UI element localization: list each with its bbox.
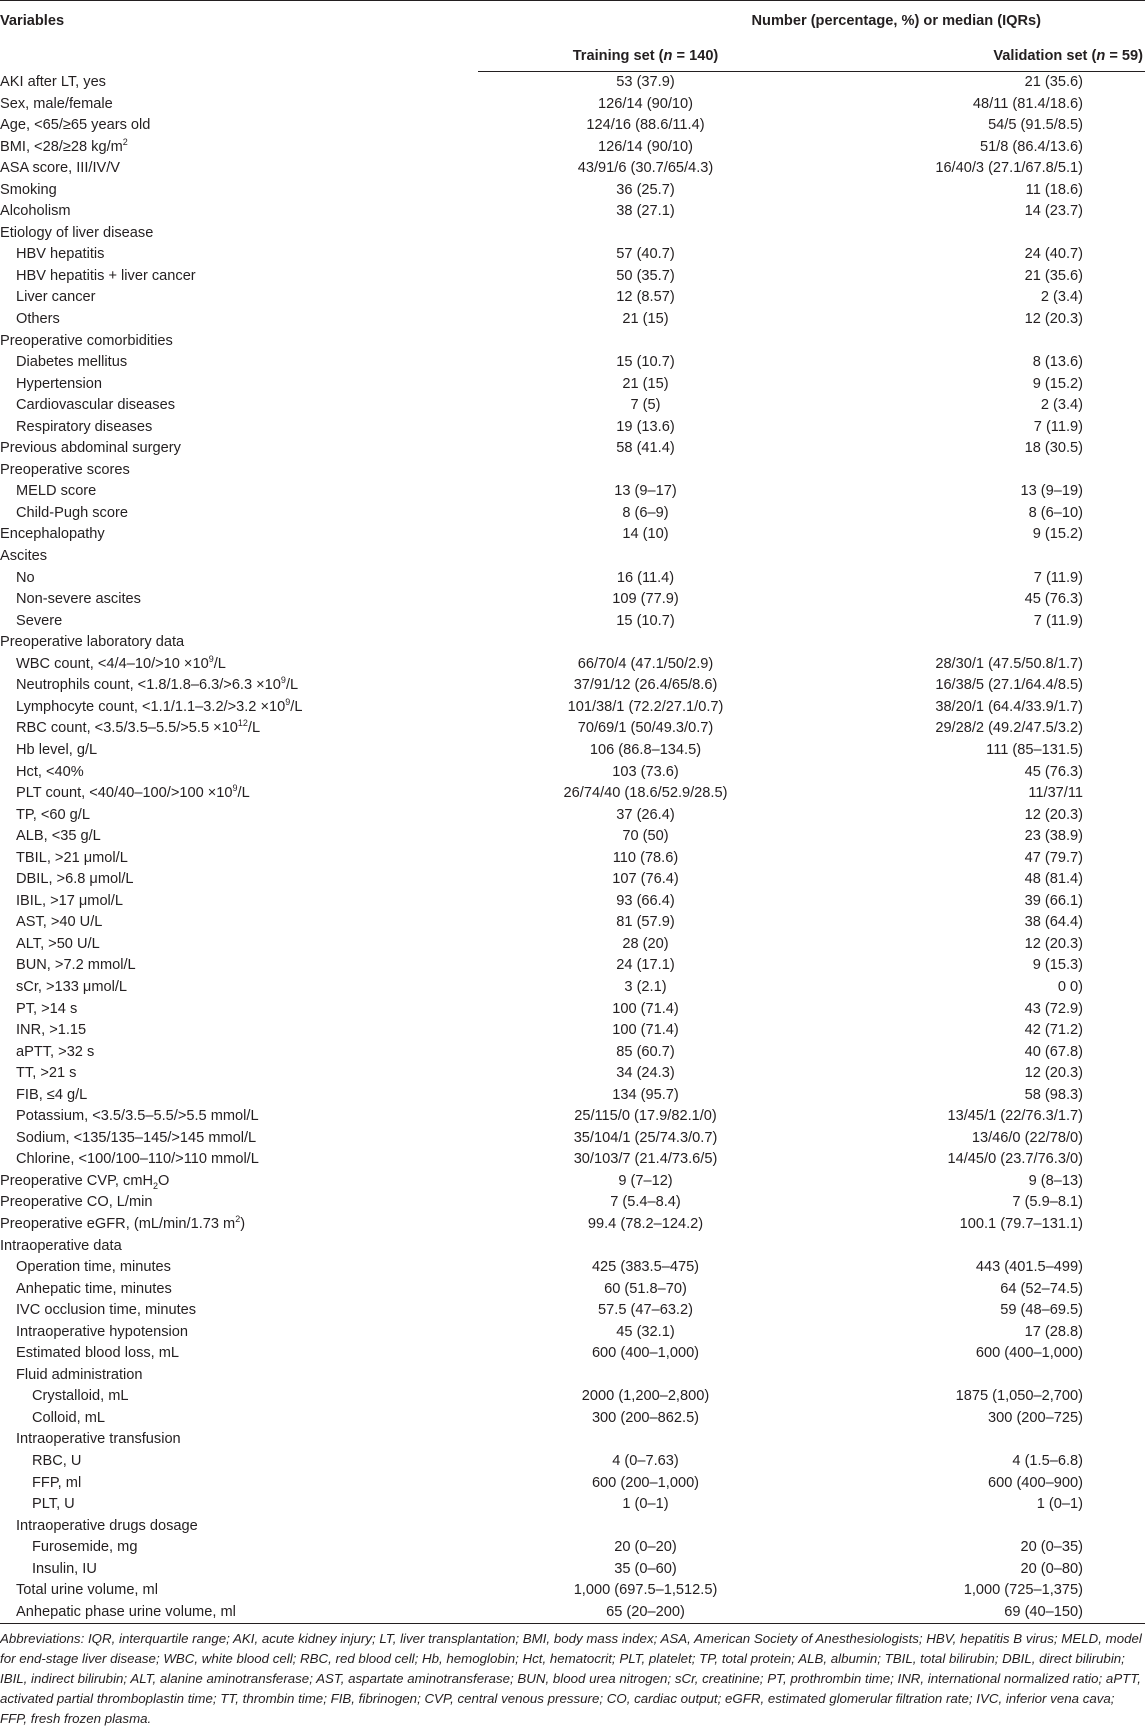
validation-value: 111 (85–131.5): [986, 741, 1083, 758]
training-value: 7 (5): [630, 397, 661, 414]
table-row: [0, 331, 1145, 353]
table-row: [0, 1085, 1145, 1107]
table-row: [0, 740, 1145, 762]
validation-value: 0 0): [1057, 978, 1083, 995]
validation-value: 54/5 (91.5/8.5): [988, 117, 1083, 134]
training-value: 24 (17.1): [616, 957, 675, 974]
table-row: [0, 568, 1145, 590]
training-value: 16 (11.4): [616, 569, 675, 586]
validation-value: 48/11 (81.4/18.6): [972, 95, 1083, 112]
table-row: [0, 158, 1145, 180]
row-label: Fluid administration: [16, 1366, 143, 1383]
training-value: 45 (32.1): [616, 1323, 675, 1340]
table-row: [0, 654, 1145, 676]
training-value: 93 (66.4): [616, 892, 675, 909]
training-value: 126/14 (90/10): [598, 95, 693, 112]
row-label: Cardiovascular diseases: [16, 397, 175, 414]
row-label: FIB, ≤4 g/L: [16, 1086, 88, 1103]
training-value: [478, 1429, 813, 1451]
table-row: [0, 955, 1145, 977]
validation-value: 59 (48–69.5): [1000, 1302, 1083, 1319]
row-label: WBC count, $<4/4-10/>10 \times 10^9/L$: [16, 653, 226, 672]
row-label: Anhepatic time, minutes: [16, 1280, 172, 1297]
validation-value: 13 (9–19): [1020, 483, 1083, 500]
validation-value: 42 (71.2): [1024, 1022, 1083, 1039]
validation-value: 43 (72.9): [1024, 1000, 1083, 1017]
validation-value: 16/40/3 (27.1/67.8/5.1): [935, 160, 1083, 177]
row-label: ALB, <35 g/L: [16, 828, 101, 845]
row-label: MELD score: [16, 483, 97, 500]
training-value: 57 (40.7): [616, 246, 675, 263]
row-label: FFP, ml: [32, 1474, 82, 1491]
table-footnote: Abbreviations: IQR, interquartile range; AKI, acute kidney injury; LT, liver transplantation; BMI, body mass index; ASA, American Society of Anesthesiologists; HBV, hepatitis B virus; MELD, model for end-stage liver disease; WBC, white blood cell; RBC, red blood cell; Hb, hemoglobin; Hct, hematocrit; PLT, platelet; TP, total protein; ALB, albumin; TBIL, total bilirubin; DBIL, direct bilirubin; IBIL, indirect bilirubin; ALT, alanine aminotransferase; AST, aspartate aminotransferase; BUN, blood urea nitrogen; sCr, creatinine; PT, prothrombin time; INR, international normalized ratio; aPTT, activated partial thromboplastin time; TT, thrombin time; FIB, fibrinogen; CVP, central venous pressure; CO, cardiac output; eGFR, estimated glomerular filtration rate; IVC, inferior vena cava; FFP, fresh frozen plasma.: [0, 1631, 1142, 1726]
training-set-header: Training set (n = 140): [478, 41, 813, 72]
table-row: [0, 287, 1145, 309]
table-row: [0, 481, 1145, 503]
row-label: AKI after LT, yes: [0, 73, 106, 90]
table-row: [0, 1149, 1145, 1171]
row-label: Preoperative eGFR, (mL/min/1.73 $m^2$): [0, 1213, 246, 1232]
table-row: [0, 1602, 1145, 1624]
table-row: [0, 1451, 1145, 1473]
table-row: [0, 1257, 1145, 1279]
training-value: 66/70/4 (47.1/50/2.9): [577, 655, 714, 672]
validation-value: 8 (13.6): [1032, 354, 1083, 371]
validation-value: 300 (200–725): [988, 1409, 1083, 1426]
validation-value: 45 (76.3): [1024, 591, 1083, 608]
training-value: 35/104/1 (25/74.3/0.7): [573, 1129, 718, 1146]
training-value: [478, 1365, 813, 1387]
row-label: AST, >40 U/L: [16, 914, 103, 931]
training-value: 20 (0–20): [614, 1539, 677, 1556]
validation-value: 11 (18.6): [1025, 181, 1083, 198]
table-row: [0, 1214, 1145, 1236]
training-value: [478, 331, 813, 353]
row-label: Non-severe ascites: [16, 591, 141, 608]
validation-value: 7 (11.9): [1033, 612, 1083, 629]
row-label: Preoperative CVP, cmH$_2$O: [0, 1172, 170, 1191]
row-label: Preoperative scores: [0, 461, 130, 478]
table-row: [0, 201, 1145, 223]
validation-value: 12 (20.3): [1024, 1065, 1083, 1082]
training-value: 58 (41.4): [616, 440, 675, 457]
training-value: 21 (15): [622, 311, 669, 328]
row-label: Preoperative comorbidities: [0, 332, 173, 349]
validation-value: 600 (400–900): [988, 1474, 1083, 1491]
row-label: HBV hepatitis + liver cancer: [16, 267, 196, 284]
training-value: 8 (6–9): [622, 504, 669, 521]
validation-value: [813, 632, 1145, 654]
training-value: 43/91/6 (30.7/65/4.3): [577, 160, 714, 177]
training-value: 35 (0–60): [614, 1560, 677, 1577]
row-label: Others: [16, 311, 60, 328]
group-header: Number (percentage, %) or median (IQRs): [478, 1, 1145, 42]
validation-value: 7 (11.9): [1033, 418, 1083, 435]
validation-value: 443 (401.5–499): [975, 1259, 1083, 1276]
row-label: Preoperative CO, L/min: [0, 1194, 153, 1211]
validation-value: 9 (15.2): [1032, 375, 1083, 392]
table-row: [0, 1516, 1145, 1538]
validation-value: 38/20/1 (64.4/33.9/1.7): [935, 698, 1083, 715]
table-row: [0, 912, 1145, 934]
row-label: ALT, >50 U/L: [16, 935, 100, 952]
table-row: [0, 891, 1145, 913]
training-value: [478, 1516, 813, 1538]
table-row: [0, 1494, 1145, 1516]
training-value: [478, 223, 813, 245]
validation-value: 7 (11.9): [1033, 569, 1083, 586]
table-body: [0, 72, 1145, 1624]
training-value: 57.5 (47–63.2): [598, 1302, 693, 1319]
table-row: [0, 395, 1145, 417]
table-row: [0, 1429, 1145, 1451]
training-value: 600 (400–1,000): [591, 1345, 700, 1362]
training-value: 425 (383.5–475): [591, 1259, 700, 1276]
row-label: Preoperative laboratory data: [0, 634, 185, 651]
row-label: Intraoperative drugs dosage: [16, 1517, 198, 1534]
row-label: Intraoperative transfusion: [16, 1431, 181, 1448]
training-value: 85 (60.7): [616, 1043, 675, 1060]
validation-value: [813, 223, 1145, 245]
table-row: [0, 697, 1145, 719]
row-label: PLT count, $<40/40-100/>100 \times 10^9/L$: [16, 783, 250, 802]
row-label: HBV hepatitis: [16, 246, 105, 263]
training-value: 110 (78.6): [612, 849, 679, 866]
table-row: [0, 309, 1145, 331]
table-row: [0, 589, 1145, 611]
row-label: Smoking: [0, 181, 57, 198]
training-value: 60 (51.8–70): [604, 1280, 687, 1297]
row-label: Intraoperative hypotension: [16, 1323, 188, 1340]
training-value: 38 (27.1): [616, 203, 675, 220]
row-label: Previous abdominal surgery: [0, 440, 181, 457]
row-label: Insulin, IU: [32, 1560, 97, 1577]
training-value: 1 (0–1): [622, 1496, 669, 1513]
training-value: 50 (35.7): [616, 267, 675, 284]
variables-header: Variables: [0, 1, 478, 72]
training-value: 37/91/12 (26.4/65/8.6): [573, 677, 718, 694]
row-label: RBC, U: [32, 1453, 82, 1469]
validation-value: [813, 546, 1145, 568]
validation-value: 17 (28.8): [1024, 1323, 1083, 1340]
row-label: Potassium, <3.5/3.5–5.5/>5.5 mmol/L: [16, 1108, 259, 1125]
validation-value: 1875 (1,050–2,700): [955, 1388, 1083, 1405]
row-label: Total urine volume, ml: [16, 1582, 158, 1599]
table-row: [0, 244, 1145, 266]
validation-value: 20 (0–80): [1020, 1560, 1083, 1577]
validation-value: 38 (64.4): [1024, 914, 1083, 931]
training-value: 25/115/0 (17.9/82.1/0): [574, 1108, 717, 1125]
table-row: [0, 934, 1145, 956]
row-label: Respiratory diseases: [16, 418, 153, 435]
table-row: [0, 848, 1145, 870]
table-row: [0, 783, 1145, 805]
table-row: [0, 1386, 1145, 1408]
table-row: [0, 1106, 1145, 1128]
table-row: [0, 223, 1145, 245]
table-row: [0, 374, 1145, 396]
training-value: 1,000 (697.5–1,512.5): [573, 1582, 718, 1599]
table-row: [0, 1042, 1145, 1064]
table-row: [0, 1020, 1145, 1042]
row-label: Estimated blood loss, mL: [16, 1345, 180, 1362]
validation-value: 7 (5.9–8.1): [1012, 1194, 1083, 1211]
training-value: 28 (20): [622, 935, 669, 952]
row-label: Sodium, <135/135–145/>145 mmol/L: [16, 1129, 257, 1146]
row-label: sCr, >133 μmol/L: [16, 978, 128, 995]
training-value: 100 (71.4): [612, 1022, 679, 1039]
row-label: Etiology of liver disease: [0, 224, 154, 241]
table-row: [0, 977, 1145, 999]
row-label: Child-Pugh score: [16, 504, 128, 521]
training-value: 2000 (1,200–2,800): [581, 1388, 710, 1405]
training-value: 36 (25.7): [616, 181, 675, 198]
validation-value: [813, 1236, 1145, 1258]
table-row: [0, 762, 1145, 784]
validation-value: 16/38/5 (27.1/64.4/8.5): [935, 677, 1083, 694]
table-row: [0, 1343, 1145, 1365]
table-row: [0, 115, 1145, 137]
row-label: TBIL, >21 μmol/L: [16, 849, 128, 866]
training-value: 124/16 (88.6/11.4): [586, 117, 705, 134]
row-label: Intraoperative data: [0, 1237, 122, 1254]
row-label: IVC occlusion time, minutes: [16, 1302, 197, 1319]
table-row: [0, 999, 1145, 1021]
training-value: 70/69/1 (50/49.3/0.7): [577, 720, 714, 737]
table-row: [0, 180, 1145, 202]
row-label: No: [16, 569, 35, 586]
training-value: 126/14 (90/10): [598, 138, 693, 155]
validation-value: 23 (38.9): [1024, 828, 1083, 845]
validation-value: 11/37/11: [1028, 785, 1083, 802]
row-label: RBC count, $<3.5/3.5-5.5/>5.5 \times 10^{12}/L$: [16, 718, 261, 737]
validation-value: [813, 1429, 1145, 1451]
table-row: [0, 869, 1145, 891]
table-row: [0, 524, 1145, 546]
validation-value: [813, 1365, 1145, 1387]
training-value: 4 (0–7.63): [612, 1453, 679, 1469]
training-value: 65 (20–200): [478, 1602, 813, 1624]
row-label: Diabetes mellitus: [16, 354, 128, 371]
table-row: [0, 675, 1145, 697]
validation-value: 2 (3.4): [1040, 289, 1083, 306]
training-value: 13 (9–17): [614, 483, 677, 500]
table-row: [0, 1300, 1145, 1322]
row-label: TT, >21 s: [16, 1065, 77, 1082]
table-row: [0, 1128, 1145, 1150]
validation-value: 9 (8–13): [1028, 1172, 1083, 1189]
validation-value: 47 (79.7): [1024, 849, 1083, 866]
validation-value: 12 (20.3): [1024, 311, 1083, 328]
training-value: 14 (10): [622, 526, 669, 543]
training-value: 37 (26.4): [616, 806, 675, 823]
table-row: [0, 1537, 1145, 1559]
table-row: [0, 1365, 1145, 1387]
row-label: aPTT, >32 s: [16, 1043, 95, 1060]
validation-value: 20 (0–35): [1020, 1539, 1083, 1556]
row-label: Age, <65/≥65 years old: [0, 117, 151, 134]
validation-value: 1 (0–1): [1036, 1496, 1083, 1513]
row-label: Lymphocyte count, $<1.1/1.1-3.2/>3.2 \times 10^9/L$: [16, 696, 303, 715]
training-value: 70 (50): [622, 828, 669, 845]
row-label: Hct, <40%: [16, 763, 84, 780]
row-label: Anhepatic phase urine volume, ml: [0, 1602, 478, 1624]
table-row: [0, 352, 1145, 374]
training-value: 9 (7–12): [618, 1172, 673, 1189]
training-value: 26/74/40 (18.6/52.9/28.5): [563, 785, 728, 802]
row-label: Operation time, minutes: [16, 1259, 171, 1276]
validation-value: 13/46/0 (22/78/0): [971, 1129, 1083, 1146]
table-row: [0, 266, 1145, 288]
row-label: Colloid, mL: [32, 1409, 105, 1426]
row-label: PT, >14 s: [16, 1000, 78, 1017]
validation-value: [813, 460, 1145, 482]
validation-value: 9 (15.2): [1032, 526, 1083, 543]
training-value: 107 (76.4): [612, 871, 679, 888]
table-row: [0, 1192, 1145, 1214]
validation-value: 14/45/0 (23.7/76.3/0): [947, 1151, 1083, 1168]
row-label: Liver cancer: [16, 289, 96, 306]
table-row: [0, 632, 1145, 654]
training-value: 21 (15): [622, 375, 669, 392]
row-label: Crystalloid, mL: [32, 1388, 129, 1405]
row-label: TP, <60 g/L: [16, 806, 90, 823]
row-label: Hypertension: [16, 375, 102, 392]
validation-value: 58 (98.3): [1024, 1086, 1083, 1103]
training-value: 100 (71.4): [612, 1000, 679, 1017]
table-row: [0, 1322, 1145, 1344]
row-label: IBIL, >17 μmol/L: [16, 892, 123, 909]
training-value: 34 (24.3): [616, 1065, 675, 1082]
row-label: PLT, U: [32, 1496, 75, 1513]
validation-value: 2 (3.4): [1040, 397, 1083, 414]
validation-value: 1,000 (725–1,375): [963, 1582, 1083, 1599]
table-row: [0, 1559, 1145, 1581]
training-value: 19 (13.6): [616, 418, 675, 435]
table-row: [0, 1408, 1145, 1430]
validation-value: 14 (23.7): [1024, 203, 1083, 220]
row-label: Hb level, g/L: [16, 741, 98, 758]
table-row: [0, 826, 1145, 848]
validation-set-header: Validation set (n = 59): [813, 41, 1145, 72]
table-row: [0, 718, 1145, 740]
table-row: [0, 417, 1145, 439]
training-value: 99.4 (78.2–124.2): [587, 1215, 704, 1232]
row-label: Alcoholism: [0, 203, 71, 220]
training-value: 109 (77.9): [612, 591, 679, 608]
training-value: [478, 632, 813, 654]
row-label: Neutrophils count, $<1.8/1.8-6.3/>6.3 \times 10^9/L$: [16, 675, 299, 694]
validation-value: 29/28/2 (49.2/47.5/3.2): [935, 720, 1083, 737]
training-value: 600 (200–1,000): [591, 1474, 700, 1491]
training-value: 81 (57.9): [616, 914, 675, 931]
training-value: 7 (5.4–8.4): [610, 1194, 681, 1211]
validation-value: 48 (81.4): [1024, 871, 1083, 888]
validation-value: 40 (67.8): [1024, 1043, 1083, 1060]
table-row: [0, 805, 1145, 827]
table-row: [0, 546, 1145, 568]
row-label: BMI, <28/≥28 $kg/m^2$: [0, 136, 128, 155]
row-label: Sex, male/female: [0, 95, 113, 112]
table-row: [0, 94, 1145, 116]
training-value: 103 (73.6): [612, 763, 679, 780]
table-row: [0, 1580, 1145, 1602]
table-row: [0, 1473, 1145, 1495]
row-label: Severe: [16, 612, 63, 629]
training-value: 300 (200–862.5): [591, 1409, 700, 1426]
validation-value: 13/45/1 (22/76.3/1.7): [947, 1108, 1083, 1125]
row-label: Chlorine, <100/100–110/>110 mmol/L: [16, 1151, 259, 1168]
validation-value: 24 (40.7): [1024, 246, 1083, 263]
training-value: [478, 460, 813, 482]
table-row: [0, 503, 1145, 525]
table-row: [0, 611, 1145, 633]
training-value: 53 (37.9): [616, 74, 675, 90]
training-value: [478, 546, 813, 568]
table-row: [0, 1063, 1145, 1085]
validation-value: 21 (35.6): [1024, 267, 1083, 284]
validation-value: [813, 331, 1145, 353]
training-value: 134 (95.7): [612, 1086, 679, 1103]
validation-value: 21 (35.6): [1024, 74, 1083, 90]
validation-value: 4 (1.5–6.8): [1012, 1453, 1083, 1469]
validation-value: 12 (20.3): [1024, 806, 1083, 823]
validation-value: 45 (76.3): [1024, 763, 1083, 780]
row-label: ASA score, III/IV/V: [0, 160, 121, 177]
validation-value: [813, 1516, 1145, 1538]
validation-value: 51/8 (86.4/13.6): [979, 138, 1083, 155]
training-value: 12 (8.57): [616, 289, 675, 306]
validation-value: 28/30/1 (47.5/50.8/1.7): [935, 655, 1083, 672]
validation-value: 64 (52–74.5): [1000, 1280, 1083, 1297]
row-label: Ascites: [0, 548, 48, 565]
row-label: DBIL, >6.8 μmol/L: [16, 871, 134, 888]
training-value: 3 (2.1): [624, 978, 667, 995]
table-row: [0, 1236, 1145, 1258]
table-row: [0, 460, 1145, 482]
validation-value: 18 (30.5): [1024, 440, 1083, 457]
training-value: 15 (10.7): [616, 354, 675, 371]
validation-value: 12 (20.3): [1024, 935, 1083, 952]
table-row: [0, 1279, 1145, 1301]
training-value: 30/103/7 (21.4/73.6/5): [573, 1151, 718, 1168]
table-row: [0, 137, 1145, 159]
validation-value: 600 (400–1,000): [975, 1345, 1083, 1362]
training-value: 101/38/1 (72.2/27.1/0.7): [567, 698, 724, 715]
table-header-row: [0, 1, 1145, 42]
validation-value: 9 (15.3): [1032, 957, 1083, 974]
row-label: INR, >1.15: [16, 1022, 87, 1039]
validation-value: 39 (66.1): [1024, 892, 1083, 909]
training-value: 15 (10.7): [616, 612, 675, 629]
table-row: [0, 1171, 1145, 1193]
validation-value: 8 (6–10): [1028, 504, 1083, 521]
table-row: [0, 72, 1145, 94]
row-label: BUN, >7.2 mmol/L: [16, 957, 136, 974]
validation-value: 69 (40–150): [813, 1602, 1145, 1624]
validation-value: 100.1 (79.7–131.1): [959, 1215, 1083, 1232]
training-value: [478, 1236, 813, 1258]
row-label: Encephalopathy: [0, 526, 105, 543]
training-value: 106 (86.8–134.5): [589, 741, 702, 758]
row-label: Furosemide, mg: [32, 1539, 138, 1556]
table-row: [0, 438, 1145, 460]
